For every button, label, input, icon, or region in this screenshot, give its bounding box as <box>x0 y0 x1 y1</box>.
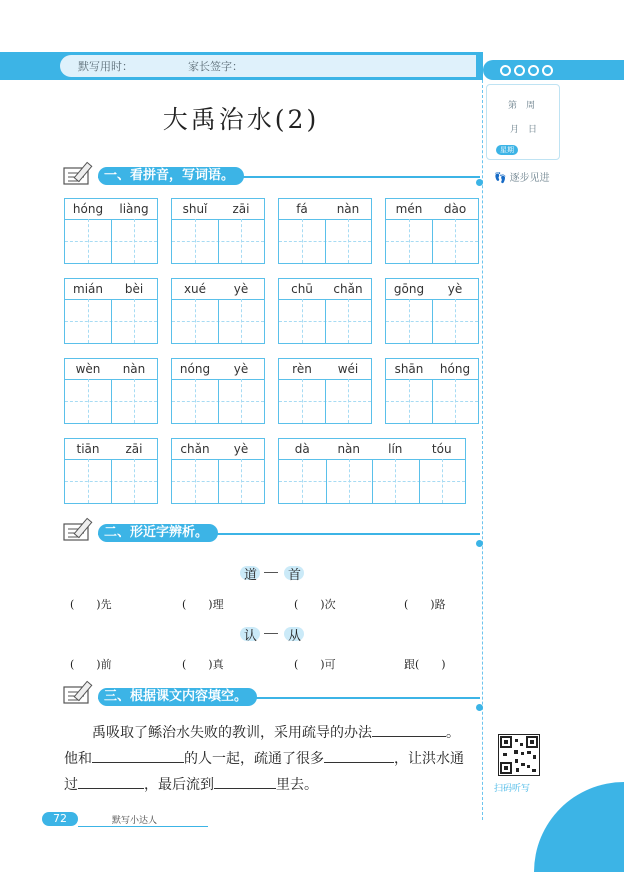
section-dot <box>476 179 483 186</box>
answer-blank[interactable] <box>372 722 446 737</box>
pinyin-syllable: chǎn <box>180 442 210 456</box>
guide-line <box>348 379 349 423</box>
fill-blank[interactable]: 跟( ) <box>404 658 446 671</box>
weekday-badge: 星期 <box>496 145 518 155</box>
pinyin-row <box>65 279 157 300</box>
pinyin-box[interactable] <box>385 278 479 344</box>
book-label: 默写小达人 <box>112 816 158 826</box>
guide-line <box>88 219 89 263</box>
guide-line <box>241 219 242 263</box>
cell-divider <box>218 299 219 343</box>
pinyin-syllable: hóng <box>72 202 104 216</box>
guide-line <box>455 299 456 343</box>
pinyin-box[interactable] <box>278 438 466 504</box>
pinyin-syllable: fá <box>296 202 308 216</box>
page-number: 72 <box>42 812 78 826</box>
ring-icon <box>542 65 553 76</box>
guide-line <box>302 219 303 263</box>
guide-line <box>195 459 196 503</box>
pinyin-row <box>279 279 371 300</box>
guide-line <box>195 379 196 423</box>
char-a: 道 <box>244 568 258 583</box>
section2-heading: 二、形近字辨析。 <box>98 524 218 542</box>
guide-line <box>241 379 242 423</box>
pinyin-syllable: xué <box>183 282 207 296</box>
pinyin-box[interactable] <box>171 198 265 264</box>
pencil-book-icon <box>62 679 102 709</box>
pinyin-row <box>279 359 371 380</box>
guide-line <box>348 219 349 263</box>
ring-icon <box>514 65 525 76</box>
guide-line <box>88 299 89 343</box>
pinyin-syllable: wèn <box>75 362 101 376</box>
guide-line <box>88 379 89 423</box>
cell-divider <box>325 299 326 343</box>
pinyin-box[interactable] <box>171 278 265 344</box>
cell-divider <box>218 459 219 503</box>
guide-line <box>455 219 456 263</box>
pinyin-syllable: hóng <box>439 362 471 376</box>
guide-line <box>409 219 410 263</box>
pinyin-box[interactable] <box>171 358 265 424</box>
date-label: 月 日 <box>510 125 538 135</box>
cell-divider <box>218 219 219 263</box>
cell-divider <box>419 459 420 503</box>
fill-blank[interactable]: ( )前 <box>70 658 112 671</box>
fill-blank[interactable]: ( )可 <box>294 658 336 671</box>
pinyin-row <box>172 359 264 380</box>
guide-line <box>349 459 350 503</box>
fill-blank[interactable]: ( )真 <box>182 658 224 671</box>
pinyin-syllable: mén <box>395 202 423 216</box>
pinyin-syllable: yè <box>233 362 249 376</box>
cell-divider <box>111 299 112 343</box>
pinyin-row <box>279 199 371 220</box>
week-label: 第 周 <box>508 101 536 111</box>
pinyin-box[interactable] <box>64 278 158 344</box>
pinyin-syllable: chǎn <box>333 282 363 296</box>
answer-blank[interactable] <box>78 774 144 789</box>
pinyin-row <box>172 439 264 460</box>
guide-line <box>134 219 135 263</box>
pinyin-row <box>65 359 157 380</box>
guide-line <box>302 379 303 423</box>
fill-blank[interactable]: ( )先 <box>70 598 112 611</box>
pinyin-box[interactable] <box>64 438 158 504</box>
pinyin-row <box>386 359 478 380</box>
pinyin-syllable: yè <box>233 442 249 456</box>
char-a: 认 <box>244 629 258 644</box>
cell-divider <box>432 299 433 343</box>
pinyin-box[interactable] <box>278 278 372 344</box>
pinyin-syllable: nóng <box>179 362 211 376</box>
pinyin-syllable: nàn <box>122 362 146 376</box>
guide-line <box>442 459 443 503</box>
char-b: 首 <box>288 568 302 583</box>
pinyin-row <box>279 439 465 460</box>
side-label: 👣 逐步见进 <box>494 173 550 184</box>
fill-blank[interactable]: ( )次 <box>294 598 336 611</box>
cell-divider <box>111 219 112 263</box>
pinyin-syllable: lín <box>388 442 403 456</box>
cell-divider <box>372 459 373 503</box>
cell-divider <box>326 459 327 503</box>
section-dot <box>476 704 483 711</box>
pinyin-box[interactable] <box>385 198 479 264</box>
pinyin-box[interactable] <box>64 198 158 264</box>
pinyin-box[interactable] <box>278 358 372 424</box>
pinyin-syllable: zāi <box>232 202 250 216</box>
guide-line <box>395 459 396 503</box>
guide-line <box>195 299 196 343</box>
signature-label: 家长签字： <box>188 60 243 73</box>
pinyin-syllable: zāi <box>125 442 143 456</box>
pinyin-row <box>386 199 478 220</box>
pinyin-row <box>65 439 157 460</box>
section-dot <box>476 540 483 547</box>
cell-divider <box>111 379 112 423</box>
guide-line <box>195 219 196 263</box>
page-title: 大禹治水(2) <box>162 105 320 134</box>
char-b: 从 <box>288 629 302 644</box>
pinyin-row <box>172 199 264 220</box>
pinyin-syllable: nàn <box>336 202 360 216</box>
pinyin-syllable: gōng <box>393 282 425 296</box>
paragraph-line-3: 过 ，最后流到 里去。 <box>64 774 318 794</box>
guide-line <box>409 299 410 343</box>
time-label: 默写用时： <box>78 60 133 73</box>
guide-line <box>241 299 242 343</box>
pinyin-row <box>172 279 264 300</box>
paragraph-line-2: 他和 的人一起，疏通了很多 ，让洪水通 <box>64 748 464 768</box>
paragraph-line-1: 禹吸取了鲧治水失败的教训，采用疏导的办法 。 <box>92 722 460 742</box>
answer-blank[interactable] <box>92 748 184 763</box>
pinyin-syllable: liàng <box>119 202 149 216</box>
pinyin-syllable: yè <box>233 282 249 296</box>
guide-line <box>409 379 410 423</box>
pinyin-syllable: yè <box>447 282 463 296</box>
pinyin-syllable: wéi <box>337 362 359 376</box>
pinyin-box[interactable] <box>64 358 158 424</box>
guide-line <box>241 459 242 503</box>
section3-heading: 三、根据课文内容填空。 <box>98 688 257 706</box>
cell-divider <box>325 219 326 263</box>
guide-line <box>348 299 349 343</box>
pinyin-syllable: dà <box>294 442 310 456</box>
pinyin-syllable: tóu <box>431 442 452 456</box>
guide-line <box>134 459 135 503</box>
answer-blank[interactable] <box>214 774 276 789</box>
pinyin-syllable: bèi <box>124 282 144 296</box>
pinyin-box[interactable] <box>171 438 265 504</box>
qr-label: 扫码听写 <box>494 784 531 794</box>
cell-divider <box>432 219 433 263</box>
corner-decoration <box>534 782 624 872</box>
section1-heading: 一、看拼音，写词语。 <box>98 167 244 185</box>
pinyin-box[interactable] <box>278 198 372 264</box>
footer-rule <box>78 826 208 827</box>
guide-line <box>134 299 135 343</box>
cell-divider <box>218 379 219 423</box>
ring-icon <box>500 65 511 76</box>
guide-line <box>455 379 456 423</box>
answer-blank[interactable] <box>324 748 394 763</box>
pinyin-box[interactable] <box>385 358 479 424</box>
guide-line <box>134 379 135 423</box>
pinyin-syllable: shān <box>394 362 424 376</box>
cell-divider <box>111 459 112 503</box>
fill-blank[interactable]: ( )路 <box>404 598 446 611</box>
guide-line <box>88 459 89 503</box>
pinyin-syllable: mián <box>73 282 103 296</box>
pencil-book-icon <box>62 516 102 546</box>
dash <box>264 572 278 573</box>
pinyin-syllable: dào <box>443 202 467 216</box>
dash <box>264 633 278 634</box>
cell-divider <box>325 379 326 423</box>
pinyin-syllable: tiān <box>76 442 100 456</box>
pinyin-syllable: chū <box>291 282 313 296</box>
guide-line <box>302 459 303 503</box>
ring-icon <box>528 65 539 76</box>
cell-divider <box>432 379 433 423</box>
footprint-icon: 👣 <box>494 173 507 184</box>
pencil-book-icon <box>62 160 102 190</box>
qr-code[interactable] <box>498 734 540 776</box>
pinyin-row <box>65 199 157 220</box>
pinyin-row <box>386 279 478 300</box>
pinyin-syllable: rèn <box>292 362 312 376</box>
fill-blank[interactable]: ( )理 <box>182 598 224 611</box>
pinyin-syllable: nàn <box>337 442 361 456</box>
pinyin-syllable: shuǐ <box>182 202 208 216</box>
guide-line <box>302 299 303 343</box>
